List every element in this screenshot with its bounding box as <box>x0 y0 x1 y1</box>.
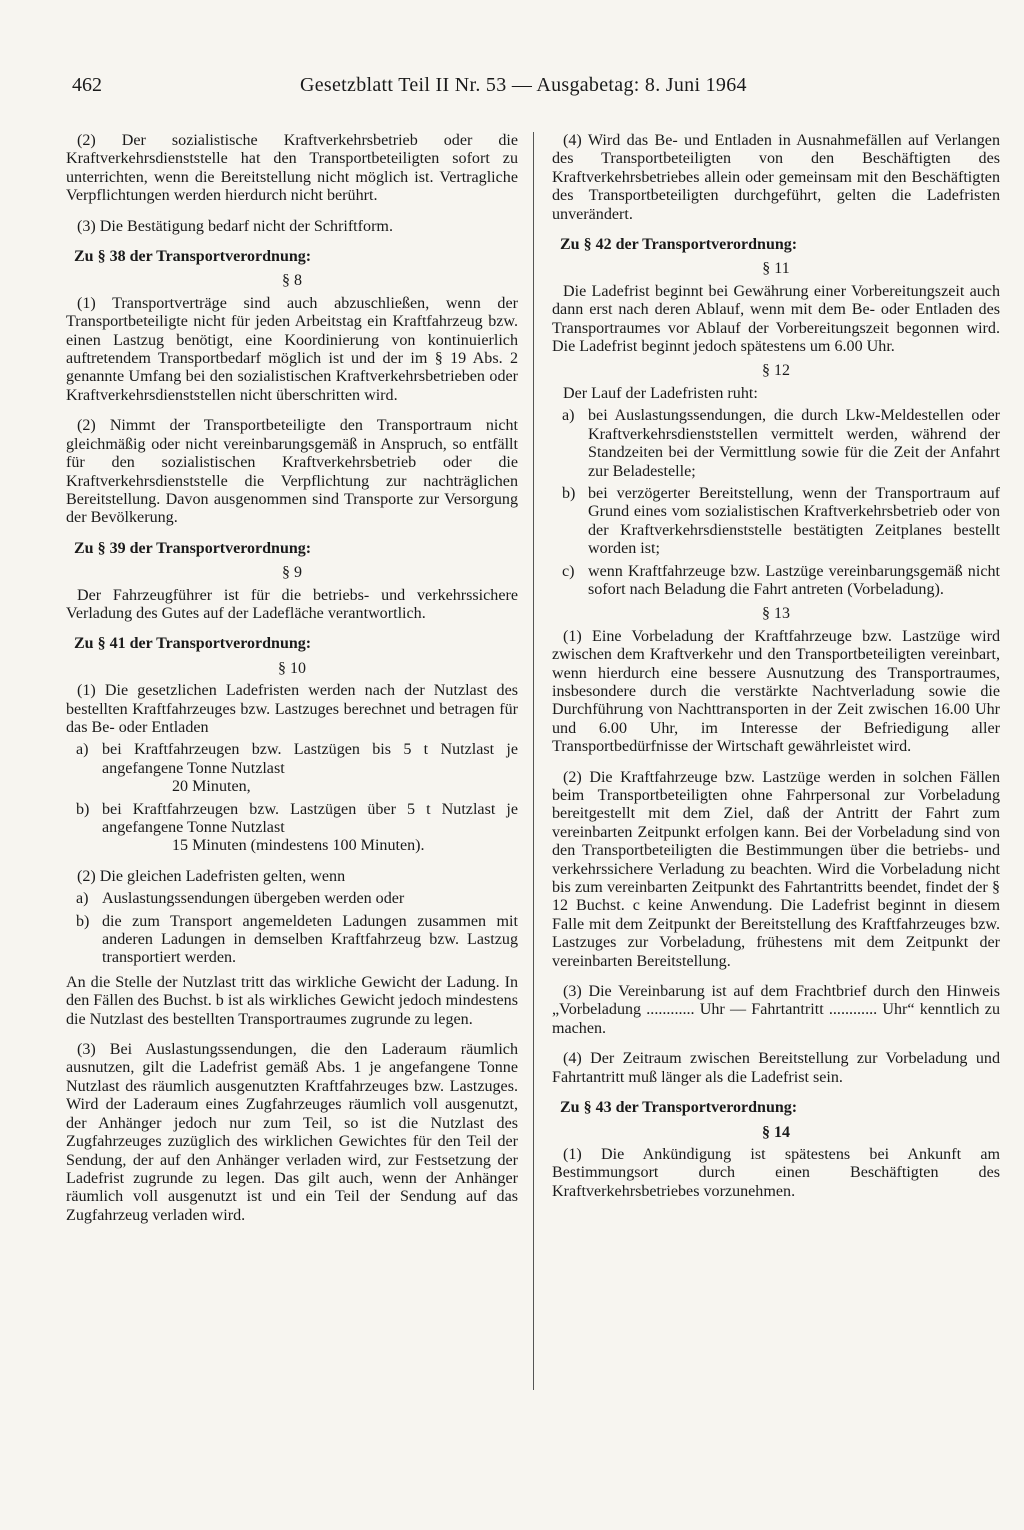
paragraph: Die Ladefrist beginnt bei Gewährung einer Vorbereitungszeit auch dann erst nach deren Ablauf, wenn mit dem Be- oder Entladen des Transportraumes vor Ablauf der Vorbereitungszeit begonnen wird. Die Ladefrist beginnt jedoch spätestens um 6.00 Uhr. <box>552 282 1000 356</box>
section-heading: Zu § 39 der Transportverordnung: <box>74 539 312 557</box>
paragraph: Der Fahrzeugführer ist für die betriebs- und verkehrssichere Verladung des Gutes auf der Ladefläche verantwortlich. <box>66 586 518 622</box>
section-heading: Zu § 41 der Transportverordnung: <box>74 635 312 653</box>
section-heading: Zu § 43 der Transportverordnung: <box>560 1099 798 1117</box>
list-label: a) <box>76 741 89 759</box>
list-item <box>66 801 518 856</box>
paragraph: (3) Die Vereinbarung ist auf dem Frachtbrief durch den Hinweis „Vorbeladung ............ Uhr — Fahrtantritt ............ Uhr“ kenntlich zu machen. <box>552 983 1000 1037</box>
list-item <box>552 563 1000 600</box>
list-item <box>552 407 1000 481</box>
list-label: a) <box>562 407 575 425</box>
paragraph-number: § 8 <box>282 272 302 290</box>
paragraph: (3) Bei Auslastungssendungen, die den Laderaum räumlich ausnutzen, gilt die Ladefrist gemäß Abs. 1 je angefangene Tonne Nutzlast des räumlich ausgenutzten Kraftfahrzeuges bzw. Lastzuges. Wird der Laderaum eines Zugfahrzeuges räumlich voll ausgenutzt, der Anhänger jedoch nur zum Teil, so ist die Nutzlast des Zugfahrzeuges zuzüglich des wirklichen Gewichtes für den Teil der Sendung, der auf den Anhänger verladen wird, zur Festsetzung der Ladefrist zugrunde zu legen. Das gilt auch, wenn der Anhänger räumlich voll ausgenutzt ist und ein Teil der Sendung auf das Zugfahrzeug verladen wird. <box>66 1041 518 1224</box>
list-label: a) <box>76 890 89 908</box>
list-item <box>66 913 518 968</box>
page-number: 462 <box>72 74 102 96</box>
list-label: b) <box>76 800 90 818</box>
paragraph: An die Stelle der Nutzlast tritt das wirkliche Gewicht der Ladung. In den Fällen des Buchst. b ist als wirkliches Gewicht jedoch mindestens die Nutzlast des bestellten Transportraumes zugrunde zu legen. <box>66 973 518 1028</box>
list-label: b) <box>562 484 576 502</box>
paragraph: (1) Die Ankündigung ist spätestens bei Ankunft am Bestimmungsort durch einen Beschäftigten des Kraftverkehrsbetriebes vorzunehmen. <box>552 1145 1000 1200</box>
right-column <box>552 132 1000 1201</box>
list-item <box>66 741 518 796</box>
section-heading: Zu § 38 der Transportverordnung: <box>74 248 312 266</box>
list-label: c) <box>562 562 575 580</box>
list-text-time: 20 Minuten, <box>172 778 251 796</box>
section-heading: Zu § 42 der Transportverordnung: <box>560 236 798 254</box>
list-text: bei verzögerter Bereitstellung, wenn der Transportraum auf Grund eines vom sozialistischen Kraftverkehrsbetrieb oder von der Kraftverkehrsdienststelle bestätigten Zeitplanes bestellt worden ist; <box>588 484 1000 558</box>
paragraph-number: § 9 <box>282 564 302 582</box>
paragraph: (3) Die Bestätigung bedarf nicht der Schriftform. <box>77 217 393 235</box>
list-text-main: bei Kraftfahrzeugen bzw. Lastzügen bis 5 t Nutzlast je angefangene Tonne Nutzlast <box>102 741 518 777</box>
paragraph: (1) Die gesetzlichen Ladefristen werden nach der Nutzlast des bestellten Kraftfahrzeuges bzw. Lastzuges berechnet und betragen für das Be- oder Entladen <box>66 682 518 736</box>
list-label: b) <box>76 912 90 930</box>
left-column <box>66 132 518 1225</box>
list-text <box>102 741 518 796</box>
paragraph: (2) Nimmt der Transportbeteiligte den Transportraum nicht gleichmäßig oder nicht vereinbarungsgemäß in Anspruch, so entfällt für den sozialistischen Kraftverkehrsbetrieb oder die Kraftverkehrsdienststelle die Verpflichtung zur nachträglichen Bereitstellung. Davon ausgenommen sind Transporte zur Versorgung der Bevölkerung. <box>66 417 518 527</box>
running-title: Gesetzblatt Teil II Nr. 53 — Ausgabetag: 8. Juni 1964 <box>300 74 747 96</box>
list-text <box>102 801 518 856</box>
list-text-time: 15 Minuten (mindestens 100 Minuten). <box>172 837 425 855</box>
list-text: die zum Transport angemeldeten Ladungen zusammen mit anderen Ladungen in demselben Kraftfahrzeug bzw. Lastzug transportiert werden. <box>102 912 518 967</box>
paragraph: (2) Die gleichen Ladefristen gelten, wenn <box>77 867 346 885</box>
page-header <box>72 74 1002 104</box>
list-text: wenn Kraftfahrzeuge bzw. Lastzüge vereinbarungsgemäß nicht sofort nach Beladung die Fahrt antreten (Vorbeladung). <box>588 562 1000 598</box>
list-item <box>66 890 518 908</box>
paragraph-number: § 13 <box>762 605 790 623</box>
column-divider <box>533 132 534 1390</box>
paragraph: (4) Wird das Be- und Entladen in Ausnahmefällen auf Verlangen des Transportbeteiligten von den Beschäftigten des Kraftverkehrsbetriebes allein oder gemeinsam mit den Beschäftigten des Transportbeteiligten durchgeführt, gelten die Ladefristen unverändert. <box>552 132 1000 223</box>
paragraph-number: § 11 <box>762 260 790 278</box>
paragraph: (4) Der Zeitraum zwischen Bereitstellung zur Vorbeladung und Fahrtantritt muß länger als die Ladefrist sein. <box>552 1050 1000 1086</box>
list-item <box>552 485 1000 559</box>
paragraph: (1) Transportverträge sind auch abzuschließen, wenn der Transportbeteiligte nicht für jeden Arbeitstag ein Kraftfahrzeug bzw. einen Lastzug benötigt, eine Koordinierung von kontinuierlich auftretendem Transportbedarf möglich ist und der im § 19 Abs. 2 genannte Umfang bei den sozialistischen Kraftverkehrsbetrieben oder Kraftverkehrsdienststellen nicht überschritten wird. <box>66 294 518 404</box>
paragraph: Der Lauf der Ladefristen ruht: <box>563 384 758 402</box>
paragraph-number: § 14 <box>762 1123 790 1141</box>
paragraph-number: § 12 <box>762 362 790 380</box>
paragraph: (1) Eine Vorbeladung der Kraftfahrzeuge bzw. Lastzüge wird zwischen dem Kraftverkehr und den Transportbeteiligten vereinbart, wenn hierdurch eine bessere Ausnutzung des Transportraumes, insbesondere durch die verstärkte Nachtverladung sowie die Durchführung von Nachttransporten in der Zeit zwischen 16.00 Uhr und 6.00 Uhr, im Interesse der Befriedigung aller Transportbedürfnisse der Wirtschaft gewährleistet wird. <box>552 627 1000 756</box>
list-text: bei Auslastungssendungen, die durch Lkw-Meldestellen oder Kraftverkehrsdienststellen vermittelt werden, während der Standzeiten bei der Vermittlung sowie für die Zeit der Anfahrt zur Beladestelle; <box>588 407 1000 480</box>
paragraph: (2) Der sozialistische Kraftverkehrsbetrieb oder die Kraftverkehrsdienststelle hat den Transportbeteiligten sofort zu unterrichten, wenn die Bereitstellung nicht möglich ist. Vertragliche Verpflichtungen werden hierdurch nicht berührt. <box>66 132 518 205</box>
list-text: Auslastungssendungen übergeben werden oder <box>102 890 405 908</box>
paragraph-number: § 10 <box>278 659 306 677</box>
paragraph: (2) Die Kraftfahrzeuge bzw. Lastzüge werden in solchen Fällen beim Transportbeteiligten ohne Fahrpersonal zur Vorbeladung bereitgestellt mit dem Ziel, daß der Antritt der Fahrt zum vereinbarten Zeitpunkt erfolgen kann. Bei der Vorbeladung sind von den Transportbeteiligten die Bestimmungen über die betriebs- und verkehrssichere Verladung zu beachten. Wird die Vorbeladung nicht bis zum vereinbarten Zeitpunkt des Fahrtantritts beendet, findet der § 12 Buchst. c keine Anwendung. Die Ladefrist beginnt in diesem Falle mit dem Zeitpunkt der Bereitstellung des Kraftfahrzeuges bzw. Lastzuges zur Vorbeladung, frühestens mit dem Zeitpunkt der vereinbarten Bereitstellung. <box>552 768 1000 970</box>
list-text-main: bei Kraftfahrzeugen bzw. Lastzügen über 5 t Nutzlast je angefangene Tonne Nutzlast <box>102 800 518 836</box>
